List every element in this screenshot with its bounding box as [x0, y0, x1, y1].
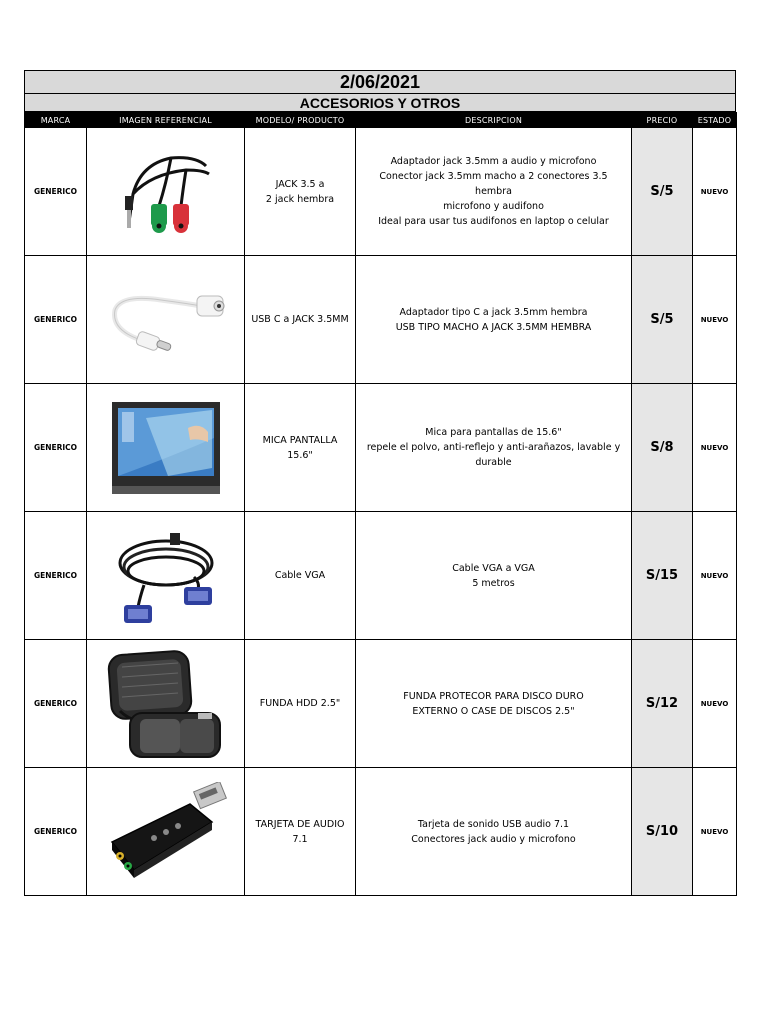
model-line: Cable VGA	[274, 570, 326, 581]
col-header-imagen: IMAGEN REFERENCIAL	[87, 113, 245, 128]
usb-sound-card-icon	[104, 782, 228, 882]
state-cell: NUEVO	[693, 128, 737, 256]
state-cell: NUEVO	[693, 640, 737, 768]
model-line: USB C a JACK 3.5MM	[251, 314, 349, 325]
model-cell	[245, 384, 356, 512]
description-line: Cable VGA a VGA	[452, 562, 535, 574]
state-cell: NUEVO	[693, 256, 737, 384]
brand-cell: GENERICO	[25, 512, 87, 640]
price-cell: S/5	[632, 256, 693, 384]
col-header-modelo: MODELO/ PRODUCTO	[245, 113, 356, 128]
price-cell: S/10	[632, 768, 693, 896]
products-table	[24, 112, 737, 896]
table-row	[25, 512, 737, 640]
model-cell	[245, 768, 356, 896]
description-cell	[356, 512, 632, 640]
col-header-descripcion: DESCRIPCION	[356, 113, 632, 128]
image-cell	[87, 640, 245, 768]
state-cell: NUEVO	[693, 384, 737, 512]
description-line: Mica para pantallas de 15.6"	[425, 427, 562, 438]
vga-cable-icon	[114, 521, 218, 631]
description-line: USB TIPO MACHO A JACK 3.5MM HEMBRA	[395, 321, 592, 333]
table-row	[25, 256, 737, 384]
description-line: Adaptador jack 3.5mm a audio y microfono	[390, 156, 597, 167]
description-line: FUNDA PROTECOR PARA DISCO DURO	[403, 690, 584, 702]
description-line: Tarjeta de sonido USB audio 7.1	[417, 818, 570, 830]
model-line: 7.1	[292, 833, 308, 845]
image-cell	[87, 128, 245, 256]
table-row	[25, 384, 737, 512]
laptop-screen-protector-icon	[108, 398, 224, 498]
model-line: 15.6"	[287, 449, 313, 461]
description-cell	[356, 384, 632, 512]
image-cell	[87, 256, 245, 384]
model-line: TARJETA DE AUDIO	[255, 818, 345, 830]
table-row	[25, 128, 737, 256]
model-cell	[245, 256, 356, 384]
model-line: FUNDA HDD 2.5"	[259, 698, 341, 709]
state-cell: NUEVO	[693, 768, 737, 896]
description-cell	[356, 128, 632, 256]
description-line: EXTERNO O CASE DE DISCOS 2.5"	[412, 705, 575, 717]
sheet-date: 2/06/2021	[24, 70, 736, 94]
description-line: Conector jack 3.5mm macho a 2 conectores 3.5 hembra	[379, 171, 608, 197]
description-line: microfono y audifono	[443, 201, 544, 212]
model-cell	[245, 128, 356, 256]
brand-cell: GENERICO	[25, 768, 87, 896]
brand-cell: GENERICO	[25, 384, 87, 512]
description-line: durable	[475, 457, 512, 468]
description-line: Ideal para usar tus audifonos en laptop o celular	[378, 216, 609, 227]
audio-splitter-cable-icon	[111, 144, 221, 240]
price-cell: S/15	[632, 512, 693, 640]
table-row	[25, 768, 737, 896]
model-line: 2 jack hembra	[265, 193, 335, 205]
brand-cell: GENERICO	[25, 128, 87, 256]
price-cell: S/5	[632, 128, 693, 256]
hdd-case-icon	[106, 647, 226, 761]
description-line: Conectores jack audio y microfono	[411, 833, 576, 845]
col-header-estado: ESTADO	[693, 113, 737, 128]
description-cell	[356, 640, 632, 768]
usb-c-adapter-icon	[101, 280, 231, 360]
description-line: repele el polvo, anti-reflejo y anti-arañazos, lavable y	[366, 442, 621, 453]
product-sheet	[24, 70, 736, 896]
model-line: JACK 3.5 a	[275, 178, 325, 190]
col-header-marca: MARCA	[25, 113, 87, 128]
description-line: 5 metros	[472, 577, 515, 589]
image-cell	[87, 512, 245, 640]
state-cell: NUEVO	[693, 512, 737, 640]
brand-cell: GENERICO	[25, 640, 87, 768]
sheet-title: ACCESORIOS Y OTROS	[24, 94, 736, 112]
price-cell: S/8	[632, 384, 693, 512]
description-line: Adaptador tipo C a jack 3.5mm hembra	[399, 306, 588, 318]
brand-cell: GENERICO	[25, 256, 87, 384]
image-cell	[87, 384, 245, 512]
table-row	[25, 640, 737, 768]
model-cell	[245, 640, 356, 768]
image-cell	[87, 768, 245, 896]
description-cell	[356, 768, 632, 896]
col-header-precio: PRECIO	[632, 113, 693, 128]
price-cell: S/12	[632, 640, 693, 768]
description-cell	[356, 256, 632, 384]
model-line: MICA PANTALLA	[262, 434, 338, 446]
table-header-row	[25, 113, 737, 128]
model-cell	[245, 512, 356, 640]
